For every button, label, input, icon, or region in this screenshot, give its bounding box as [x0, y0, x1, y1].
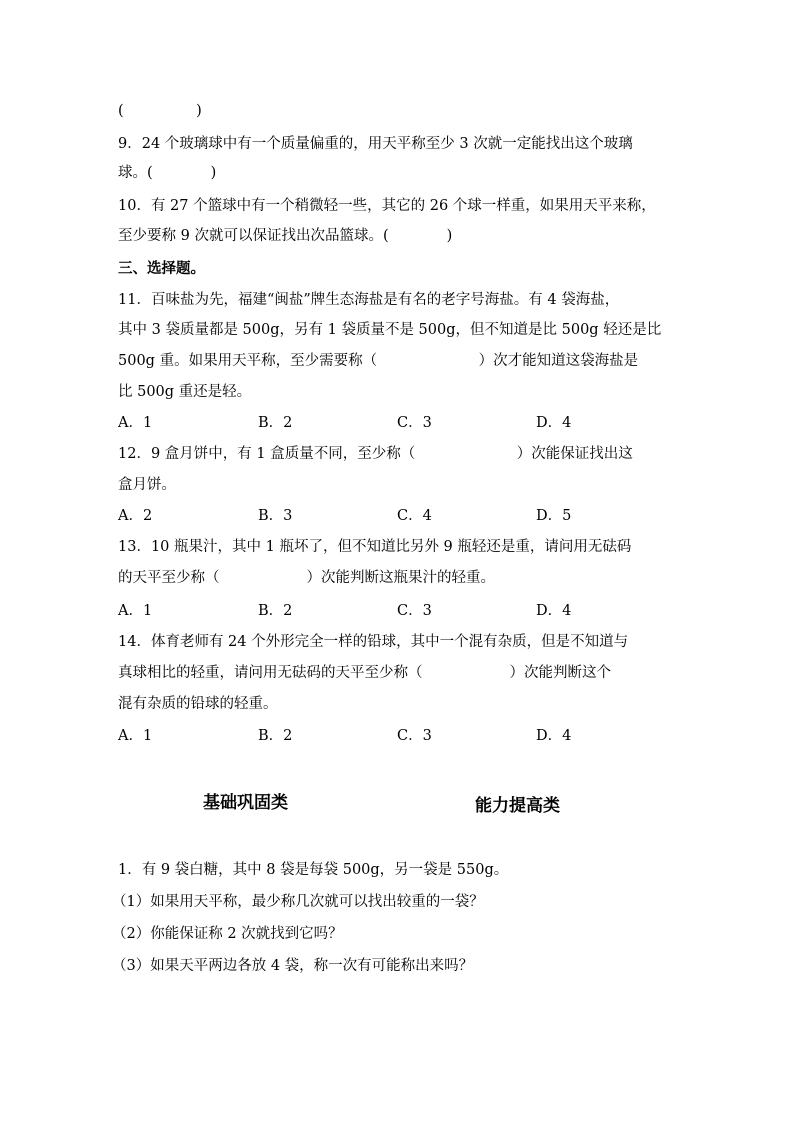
q14-option-b[interactable]: B．2 [258, 728, 293, 744]
problem-1-sub-3: （3）如果天平两边各放 4 袋，称一次有可能称出来吗？ [112, 958, 474, 974]
q13-option-c[interactable]: C．3 [397, 603, 432, 619]
q14-line-1: 14．体育老师有 24 个外形完全一样的铅球，其中一个混有杂质，但是不知道与 [118, 634, 629, 650]
q11-option-a[interactable]: A．1 [118, 415, 153, 431]
q12-option-b[interactable]: B．3 [258, 508, 293, 524]
q8-answer-blank: ( ) [118, 103, 202, 119]
q11-options [118, 413, 578, 433]
q13-option-a[interactable]: A．1 [118, 603, 153, 619]
heading-basic: 基础巩固类 [203, 793, 288, 813]
q12-option-a[interactable]: A．2 [118, 508, 153, 524]
problem-1-stem: 1．有 9 袋白糖，其中 8 袋是每袋 500g，另一袋是 550g。 [118, 862, 509, 878]
q13-line-1: 13．10 瓶果汁，其中 1 瓶坏了，但不知道比另外 9 瓶轻还是重，请问用无砝码 [118, 539, 632, 555]
q14-line-2: 真球相比的轻重，请问用无砝码的天平至少称（ ）次能判断这个 [118, 665, 611, 681]
q11-option-c[interactable]: C．3 [397, 415, 432, 431]
q11-option-d[interactable]: D．4 [536, 415, 572, 431]
q9-line-2: 球。( ) [118, 165, 217, 181]
q9-line-1: 9．24 个玻璃球中有一个质量偏重的，用天平称至少 3 次就一定能找出这个玻璃 [118, 136, 633, 152]
q10-line-2: 至少要称 9 次就可以保证找出次品篮球。( ) [118, 228, 453, 244]
q11-line-1: 11．百味盐为先，福建“闽盐”牌生态海盐是有名的老字号海盐。有 4 袋海盐， [118, 292, 620, 308]
q11-option-b[interactable]: B．2 [258, 415, 293, 431]
q13-options [118, 601, 578, 621]
q12-options [118, 506, 578, 526]
q14-option-d[interactable]: D．4 [536, 728, 572, 744]
q14-option-c[interactable]: C．3 [397, 728, 432, 744]
problem-1-sub-1: （1）如果用天平称，最少称几次就可以找出较重的一袋？ [112, 894, 484, 910]
q10-line-1: 10．有 27 个篮球中有一个稍微轻一些，其它的 26 个球一样重，如果用天平来称， [118, 198, 656, 214]
q11-line-3: 500g 重。如果用天平称，至少需要称（ ）次才能知道这袋海盐是 [118, 353, 639, 369]
q13-option-b[interactable]: B．2 [258, 603, 293, 619]
q14-options [118, 726, 578, 746]
q14-option-a[interactable]: A．1 [118, 728, 153, 744]
q12-line-1: 12．9 盒月饼中，有 1 盒质量不同，至少称（ ）次能保证找出这 [118, 446, 633, 462]
q14-line-3: 混有杂质的铅球的轻重。 [118, 696, 278, 712]
q13-line-2: 的天平至少称（ ）次能判断这瓶果汁的轻重。 [118, 570, 495, 586]
q12-option-d[interactable]: D．5 [536, 508, 572, 524]
q11-line-4: 比 500g 重还是轻。 [118, 384, 252, 400]
section-3-title: 三、选择题。 [118, 260, 205, 277]
heading-advanced: 能力提高类 [475, 796, 560, 816]
q12-option-c[interactable]: C．4 [397, 508, 432, 524]
q13-option-d[interactable]: D．4 [536, 603, 572, 619]
q12-line-2: 盒月饼。 [118, 477, 176, 493]
problem-1-sub-2: （2）你能保证称 2 次就找到它吗？ [112, 926, 343, 942]
q11-line-2: 其中 3 袋质量都是 500g，另有 1 袋质量不是 500g，但不知道是比 500g 轻还是比 [118, 322, 662, 338]
